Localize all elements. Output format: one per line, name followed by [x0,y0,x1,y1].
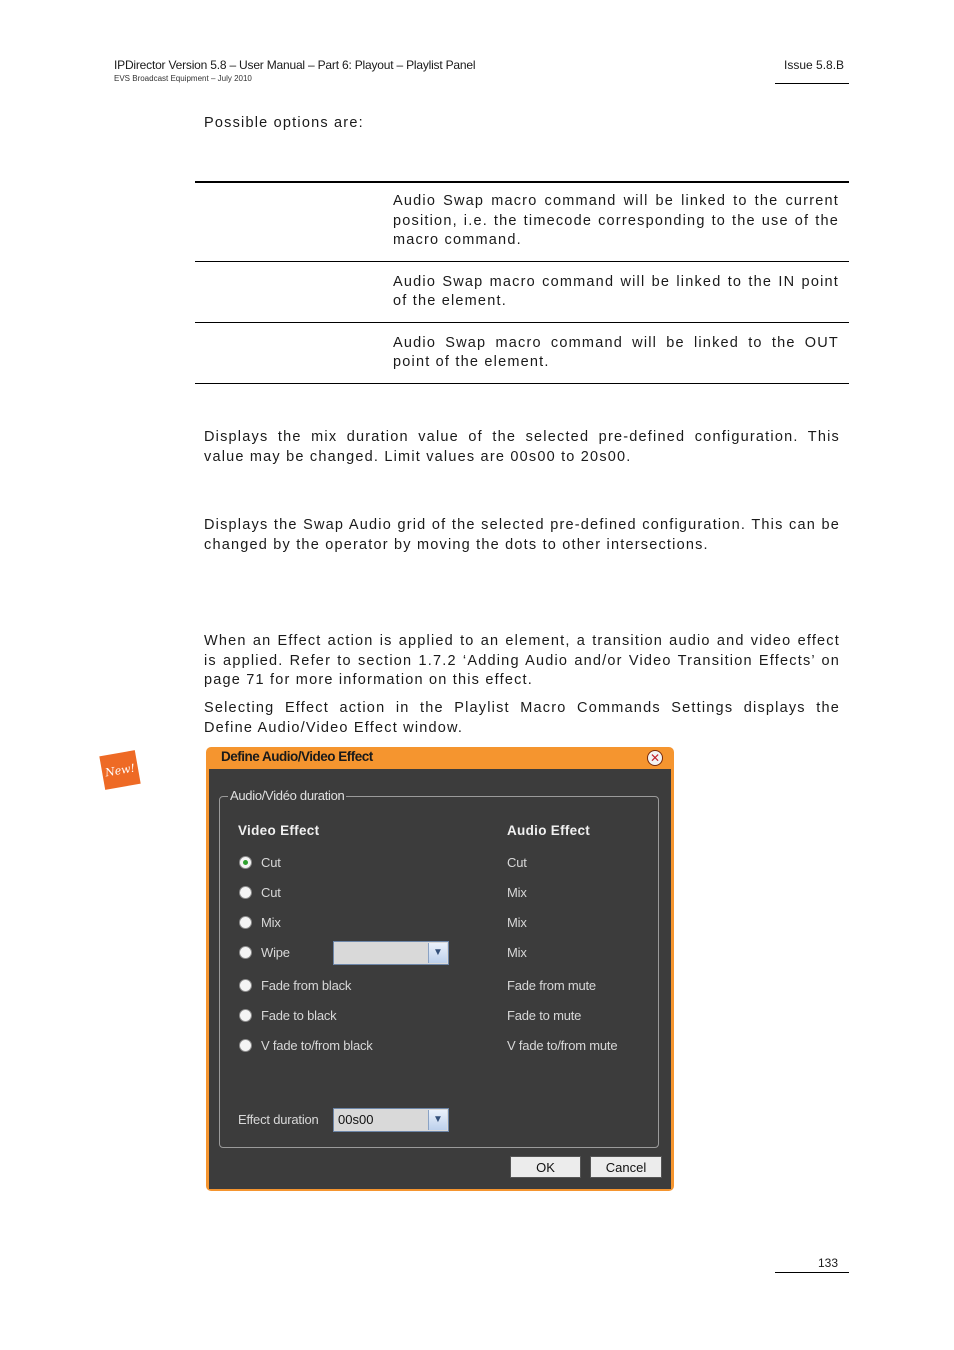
radio-button[interactable] [239,916,252,929]
effect-duration-value: 00s00 [338,1112,374,1127]
video-option-cut[interactable] [239,855,281,870]
chevron-down-icon[interactable]: ▼ [428,1110,447,1130]
duration-group [219,788,659,1148]
audio-effect-value: Mix [507,945,527,960]
option-label: Cut [261,855,281,870]
audio-effect-header: Audio Effect [507,823,591,838]
video-option-fade-from-black[interactable] [239,978,351,993]
video-option-mix[interactable] [239,915,281,930]
option-label: Wipe [261,945,290,960]
effect-duration-select[interactable] [333,1108,449,1132]
radio-button[interactable] [239,946,252,959]
mix-duration-text: Displays the mix duration value of the selected pre-defined configuration. This value may be changed. Limit values are 00s00 to 20s00. [204,429,840,465]
effect-duration-label: Effect duration [238,1112,319,1127]
video-option-v-fade[interactable] [239,1038,373,1053]
radio-button[interactable] [239,856,252,869]
option-label [195,261,393,322]
intro-text: Possible options are: [204,115,364,131]
wipe-select[interactable] [333,941,449,965]
swap-grid-text: Displays the Swap Audio grid of the selected pre-defined configuration. This can be changed by the operator by moving the dots to other intersections. [204,517,840,553]
chevron-down-icon[interactable]: ▼ [428,943,447,963]
effect-window-text: Selecting Effect action in the Playlist Macro Commands Settings displays the Define Audio/Video Effect window. [204,700,840,736]
video-option-cut-mix[interactable] [239,885,281,900]
effect-intro-text: When an Effect action is applied to an element, a transition audio and video effect is applied. Refer to section 1.7.2 ‘Adding Audio and/or Video Transition Effects’ on page 71 for more information on this effect. [204,633,840,688]
option-label: Fade to black [261,1008,337,1023]
audio-effect-value: Fade to mute [507,1008,582,1023]
option-label [195,181,393,261]
option-label: Cut [261,885,281,900]
radio-button[interactable] [239,886,252,899]
option-label: Mix [261,915,281,930]
close-icon[interactable]: ✕ [647,750,663,766]
footer-rule [775,1272,849,1273]
document-title: IPDirector Version 5.8 – User Manual – Part 6: Playout – Playlist Panel [114,58,476,72]
audio-effect-value: Cut [507,855,527,870]
new-badge: New! [99,750,140,790]
video-effect-header: Video Effect [238,823,320,838]
audio-effect-value: Mix [507,915,527,930]
page-number: 133 [818,1256,839,1270]
option-label: V fade to/from black [261,1038,373,1053]
radio-button[interactable] [239,979,252,992]
dialog-title: Define Audio/Video Effect [221,749,373,764]
video-option-fade-to-black[interactable] [239,1008,336,1023]
document-subtitle: EVS Broadcast Equipment – July 2010 [114,74,252,83]
options-table [195,181,849,384]
define-effect-dialog [206,747,674,1191]
ok-button[interactable]: OK [510,1156,581,1178]
table-row [195,181,849,261]
audio-effect-value: V fade to/from mute [507,1038,618,1053]
header-rule [775,83,849,84]
table-row [195,322,849,383]
option-label [195,322,393,383]
option-label: Fade from black [261,978,352,993]
video-option-wipe[interactable] [239,945,290,960]
radio-button[interactable] [239,1009,252,1022]
table-row [195,261,849,322]
option-description: Audio Swap macro command will be linked to the IN point of the element. [393,273,839,309]
option-description: Audio Swap macro command will be linked to the OUT point of the element. [393,334,839,370]
audio-effect-value: Fade from mute [507,978,596,993]
issue-number: Issue 5.8.B [784,58,845,72]
dialog-body [209,769,671,1189]
group-label: Audio/Vidéo duration [230,788,345,803]
audio-effect-value: Mix [507,885,527,900]
radio-button[interactable] [239,1039,252,1052]
option-description: Audio Swap macro command will be linked to the current position, i.e. the timecode corresponding to the use of the macro command. [393,193,839,248]
cancel-button[interactable]: Cancel [590,1156,662,1178]
